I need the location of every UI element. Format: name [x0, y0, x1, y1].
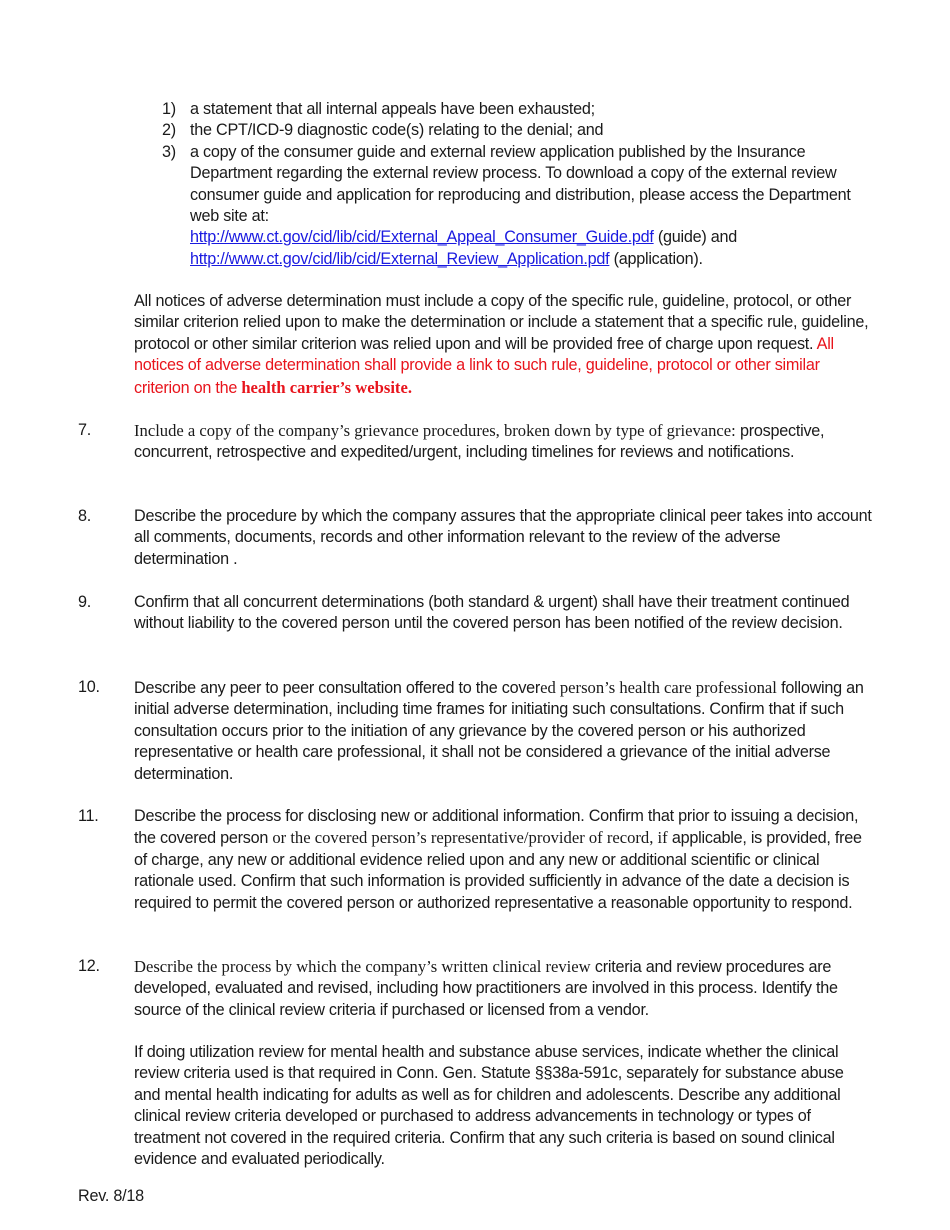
item-body: criteria and review procedures are developed, evaluated and revised, including how practitioners are involved in this process. Identify the source of the clinical review criteria if purchased or licensed from a vendor. — [134, 958, 838, 1019]
notice-red-text: All notices of adverse determination shall provide a link to such rule, guideline, protocol or other similar criterion on the — [134, 334, 834, 397]
item-serif-text: Include a copy of the company’s grievance procedures, broken down by type of grievance: — [134, 421, 736, 440]
list-item-text: the CPT/ICD-9 diagnostic code(s) relating to the denial; and — [190, 121, 604, 140]
review-application-link[interactable]: http://www.ct.gov/cid/lib/cid/External_Review_Application.pdf — [190, 249, 610, 268]
link-suffix: (guide) and — [653, 228, 737, 247]
item-number: 7. — [78, 421, 92, 439]
item-text: Confirm that all concurrent determinations (both standard & urgent) shall have their treatment continued without liability to the covered person until the covered person has been notified of the review decision. — [134, 593, 850, 633]
item-text — [134, 420, 878, 464]
item-number: 11. — [78, 807, 99, 825]
list-item — [162, 142, 872, 270]
sub-list — [162, 99, 872, 270]
link-suffix: (application). — [609, 249, 703, 268]
notice-text: All notices of adverse determination must include a copy of the specific rule, guideline, protocol, or other similar criterion relied upon to make the determination or include a statement that a specific rule, guideline, protocol or other similar criterion was relied upon and will be provided free of charge upon request. — [134, 292, 869, 353]
item-text — [134, 956, 878, 1021]
item-body: applicable, is provided, free of charge, any new or additional evidence relied upon and any new or additional scientific or clinical rationale used. Confirm that such information is provided sufficiently in advance of the date a decision is required to permit the covered person or authorized representative a reasonable opportunity to respond. — [134, 829, 862, 912]
item-number: 12. — [78, 957, 100, 975]
revision-footer: Rev. 8/18 — [78, 1187, 144, 1205]
item-number: 9. — [78, 593, 92, 611]
item-body: Describe the process for disclosing new or additional information. Confirm that prior to issuing a decision, the covered person — [134, 807, 859, 848]
list-item-body: a copy of the consumer guide and external review application published by the Insurance Department regarding the external review process. To download a copy of the external review consumer guide and application for reproducing and distribution, please access the Department web site at: — [190, 142, 851, 226]
list-item — [162, 120, 872, 141]
item-body: prospective, concurrent, retrospective and expedited/urgent, including timelines for reviews and notifications. — [134, 422, 825, 462]
item-serif-text: Describe the process by which the company’s written clinical review — [134, 957, 591, 976]
list-item-text: a statement that all internal appeals have been exhausted; — [190, 100, 595, 118]
consumer-guide-link[interactable]: http://www.ct.gov/cid/lib/cid/External_Appeal_Consumer_Guide.pdf — [190, 228, 654, 247]
item-text — [134, 677, 878, 785]
numbered-item — [78, 420, 878, 464]
notice-red-bold-text: health carrier’s website. — [241, 377, 412, 397]
item-body: following an initial adverse determination, including time frames for initiating such consultations. Confirm that if such consultation occurs prior to the initiation of any grievance by the covered person or his authorized representative or health care professional, it shall not be considered a grievance of the initial adverse determination. — [134, 679, 864, 783]
numbered-item — [78, 506, 878, 570]
numbered-item — [78, 806, 878, 914]
list-item-number: 1) — [162, 100, 176, 118]
list-item — [162, 99, 872, 120]
numbered-item — [78, 956, 878, 1021]
item-serif-text: or the covered person’s representative/provider of record, if — [272, 828, 668, 848]
list-item-text — [190, 142, 872, 270]
item-text — [134, 806, 878, 914]
item-text: Describe the procedure by which the company assures that the appropriate clinical peer takes into account all comments, documents, records and other information relevant to the review of the adverse determination . — [134, 507, 872, 568]
numbered-item — [78, 592, 878, 635]
item-number: 8. — [78, 507, 92, 525]
item-body: Describe any peer to peer consultation offered to the cover — [134, 679, 541, 697]
item-12-paragraph: If doing utilization review for mental health and substance abuse services, indicate whether the clinical review criteria used is that required in Conn. Gen. Statute §§38a-591c, separately for substance abuse and mental health indicating for adults as well as for children and adolescents. Describe any additional clinical review criteria developed or purchased to address advancements in technology or types of treatment not covered in the required criteria. Confirm that any such criteria is based on sound clinical evidence and evaluated periodically. — [134, 1043, 844, 1169]
list-item-number: 3) — [162, 142, 176, 161]
numbered-item — [78, 677, 878, 785]
item-number: 10. — [78, 678, 100, 696]
notice-paragraph — [134, 291, 874, 399]
list-item-number: 2) — [162, 121, 176, 140]
item-serif-text: ed person’s health care professional — [540, 678, 777, 697]
